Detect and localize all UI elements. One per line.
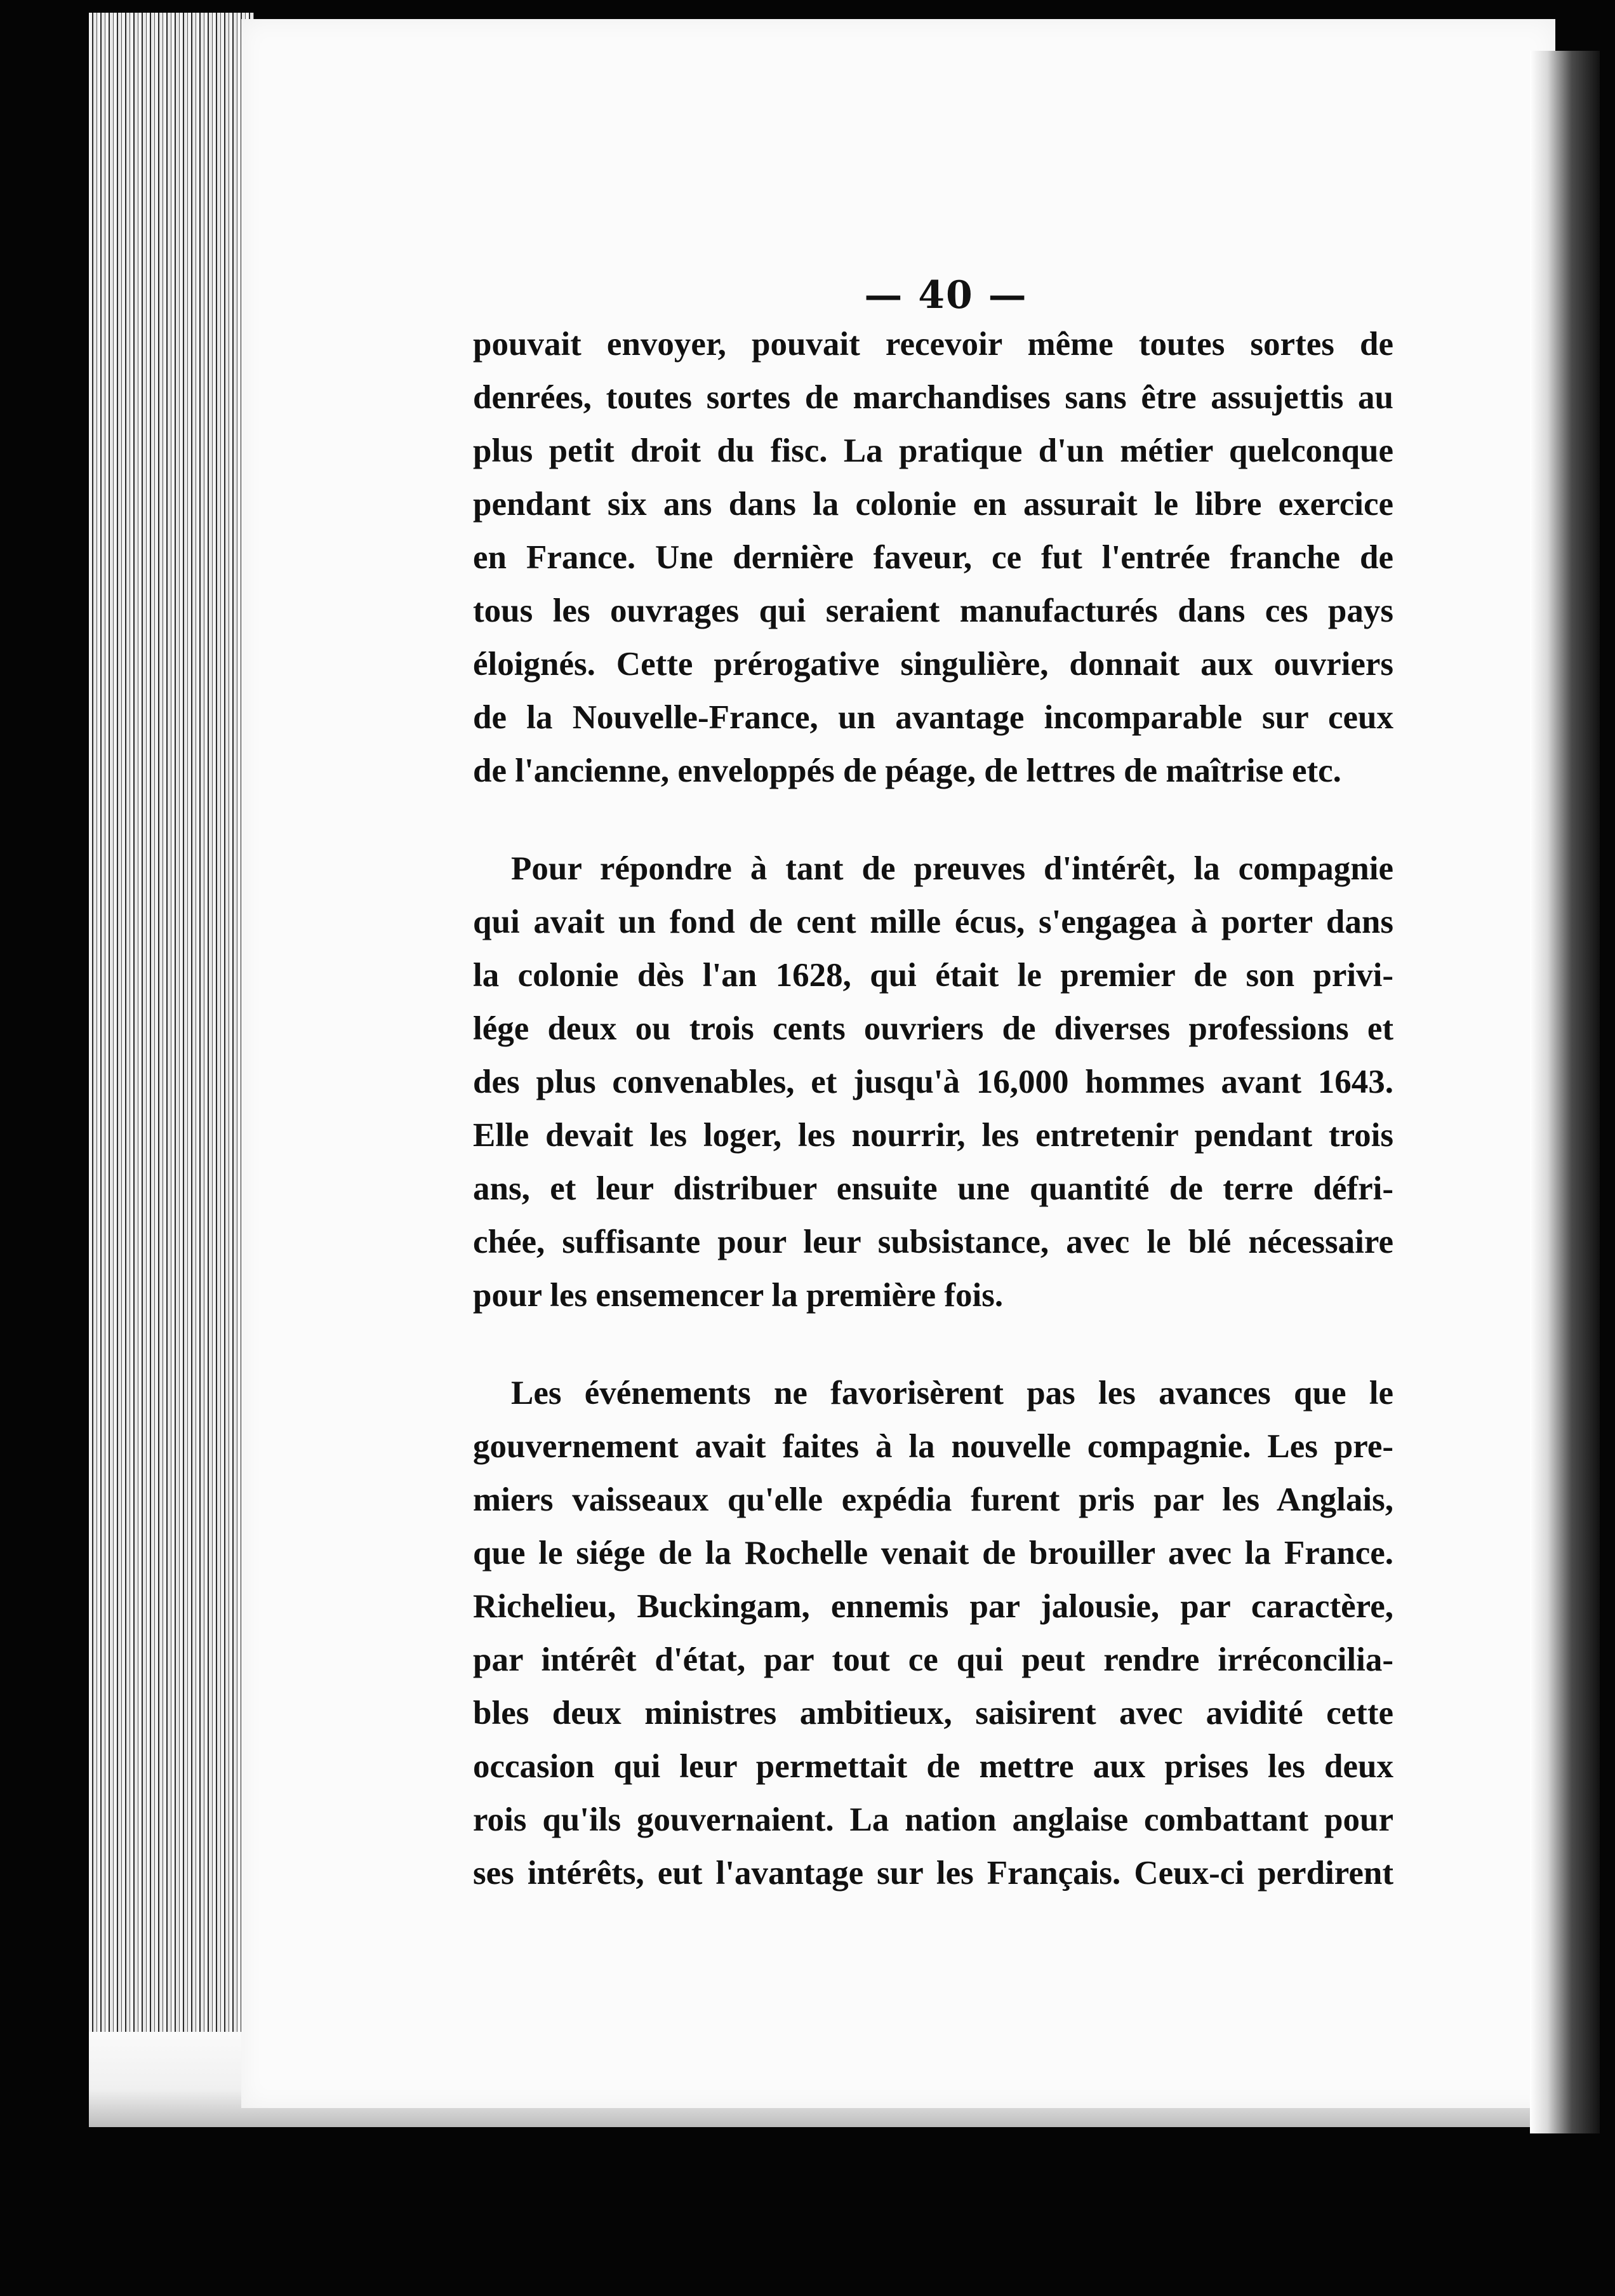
paragraph-3 bbox=[473, 1366, 1393, 1900]
text-line: denrées, toutes sortes de marchandises sans être assujettis au bbox=[473, 379, 1393, 416]
text-line: Les événements ne favorisèrent pas les avances que le bbox=[511, 1375, 1393, 1412]
text-line: Elle devait les loger, les nourrir, les entretenir pendant trois bbox=[473, 1117, 1393, 1154]
text-line: occasion qui leur permettait de mettre aux prises les deux bbox=[473, 1748, 1393, 1785]
text-line: rois qu'ils gouvernaient. La nation anglaise combattant pour bbox=[473, 1801, 1393, 1838]
text-line: gouvernement avait faites à la nouvelle compagnie. Les pre- bbox=[473, 1428, 1393, 1465]
text-line: Pour répondre à tant de preuves d'intérêt, la compagnie bbox=[511, 850, 1393, 887]
text-line: en France. Une dernière faveur, ce fut l'entrée franche de bbox=[473, 539, 1393, 576]
text-line: plus petit droit du fisc. La pratique d'un métier quelconque bbox=[473, 432, 1393, 469]
text-line: Richelieu, Buckingam, ennemis par jalousie, par caractère, bbox=[473, 1588, 1393, 1625]
text-line: par intérêt d'état, par tout ce qui peut rendre irréconcilia- bbox=[473, 1641, 1393, 1678]
text-line: miers vaisseaux qu'elle expédia furent pris par les Anglais, bbox=[473, 1481, 1393, 1518]
book-binding-shadow bbox=[1530, 51, 1600, 2133]
text-line: lége deux ou trois cents ouvriers de diverses professions et bbox=[473, 1010, 1393, 1047]
paragraph-gap bbox=[473, 1322, 1393, 1366]
paragraph-2 bbox=[473, 842, 1393, 1322]
paragraph-gap bbox=[473, 798, 1393, 842]
text-line: éloignés. Cette prérogative singulière, donnait aux ouvriers bbox=[473, 646, 1393, 683]
text-line: de l'ancienne, enveloppés de péage, de lettres de maîtrise etc. bbox=[473, 752, 1341, 789]
text-line: la colonie dès l'an 1628, qui était le premier de son privi- bbox=[473, 957, 1393, 994]
text-line: de la Nouvelle-France, un avantage incomparable sur ceux bbox=[473, 699, 1393, 736]
text-line: qui avait un fond de cent mille écus, s'engagea à porter dans bbox=[473, 904, 1393, 940]
text-line: tous les ouvrages qui seraient manufacturés dans ces pays bbox=[473, 592, 1393, 629]
text-line: pendant six ans dans la colonie en assurait le libre exercice bbox=[473, 486, 1393, 523]
page-number: — 40 — bbox=[864, 273, 1028, 317]
text-line: pouvait envoyer, pouvait recevoir même toutes sortes de bbox=[473, 326, 1393, 363]
text-line: ses intérêts, eut l'avantage sur les Français. Ceux-ci perdirent bbox=[473, 1855, 1393, 1892]
text-line: ans, et leur distribuer ensuite une quantité de terre défri- bbox=[473, 1170, 1393, 1207]
page-text bbox=[473, 317, 1393, 1900]
book-page-edges bbox=[89, 13, 254, 2127]
text-line: que le siége de la Rochelle venait de brouiller avec la France. bbox=[473, 1535, 1393, 1572]
text-line: bles deux ministres ambitieux, saisirent avec avidité cette bbox=[473, 1695, 1393, 1732]
paragraph-1 bbox=[473, 317, 1393, 798]
text-line: chée, suffisante pour leur subsistance, avec le blé nécessaire bbox=[473, 1224, 1393, 1260]
text-line: des plus convenables, et jusqu'à 16,000 hommes avant 1643. bbox=[473, 1064, 1393, 1100]
text-line: pour les ensemencer la première fois. bbox=[473, 1277, 1004, 1314]
